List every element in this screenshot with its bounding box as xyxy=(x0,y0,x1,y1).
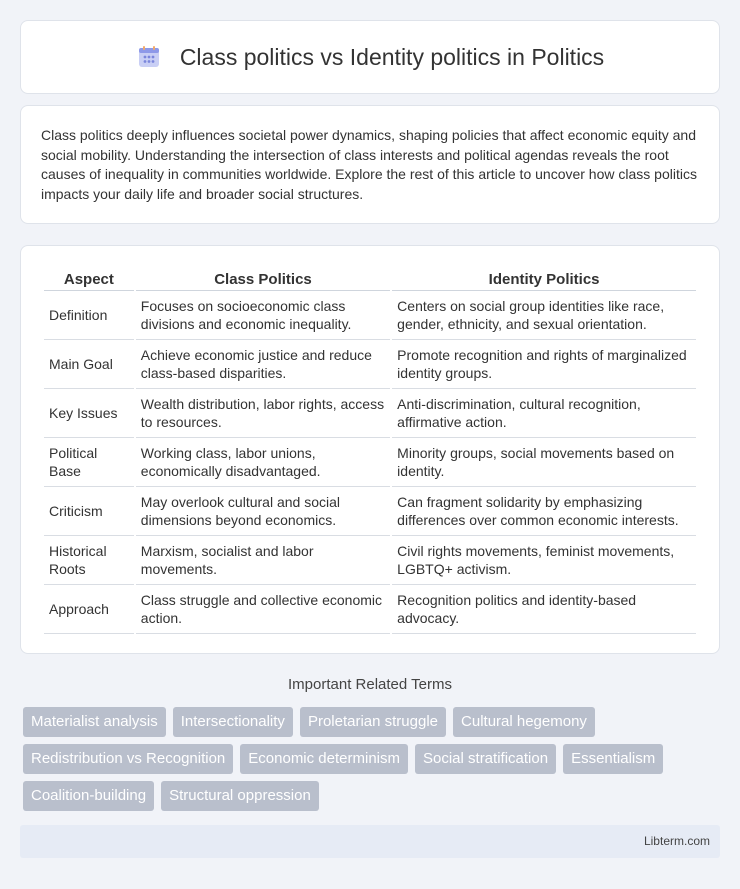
comparison-table-card xyxy=(20,245,720,654)
intro-paragraph: Class politics deeply influences societal power dynamics, shaping policies that affect economic equity and social mobility. Understanding the intersection of class interests and political agendas reveals the root causes of inequality in communities worldwide. Explore the rest of this article to uncover how class politics impacts your daily life and broader social structures. xyxy=(41,127,697,202)
class-politics-cell: Marxism, socialist and labor movements. xyxy=(136,536,390,585)
identity-politics-cell: Anti-discrimination, cultural recognition, affirmative action. xyxy=(392,389,696,438)
class-politics-cell: Achieve economic justice and reduce class-based disparities. xyxy=(136,340,390,389)
related-terms-list xyxy=(23,707,723,811)
class-politics-cell: Class struggle and collective economic action. xyxy=(136,585,390,634)
class-politics-cell: Wealth distribution, labor rights, access to resources. xyxy=(136,389,390,438)
aspect-cell: Approach xyxy=(44,585,134,634)
related-term-tag[interactable]: Materialist analysis xyxy=(23,707,166,737)
column-header-identity-politics: Identity Politics xyxy=(392,264,696,291)
table-row xyxy=(44,340,696,389)
identity-politics-cell: Can fragment solidarity by emphasizing differences over common economic interests. xyxy=(392,487,696,536)
identity-politics-cell: Centers on social group identities like race, gender, ethnicity, and sexual orientation. xyxy=(392,291,696,340)
footer-bar xyxy=(20,825,720,858)
footer-brand-link[interactable]: Libterm.com xyxy=(643,834,710,848)
identity-politics-cell: Promote recognition and rights of marginalized identity groups. xyxy=(392,340,696,389)
related-term-tag[interactable]: Cultural hegemony xyxy=(453,707,595,737)
related-term-tag[interactable]: Coalition-building xyxy=(23,781,154,811)
aspect-cell: Main Goal xyxy=(44,340,134,389)
intro-card xyxy=(20,105,720,224)
related-term-tag[interactable]: Essentialism xyxy=(563,744,663,774)
class-politics-cell: Working class, labor unions, economically disadvantaged. xyxy=(136,438,390,487)
document-icon xyxy=(136,44,162,70)
class-politics-cell: Focuses on socioeconomic class divisions and economic inequality. xyxy=(136,291,390,340)
table-row xyxy=(44,487,696,536)
aspect-cell: Definition xyxy=(44,291,134,340)
identity-politics-cell: Minority groups, social movements based on identity. xyxy=(392,438,696,487)
column-header-class-politics: Class Politics xyxy=(136,264,390,291)
class-politics-cell: May overlook cultural and social dimensions beyond economics. xyxy=(136,487,390,536)
table-row xyxy=(44,585,696,634)
related-term-tag[interactable]: Economic determinism xyxy=(240,744,408,774)
table-header-row xyxy=(44,264,696,291)
identity-politics-cell: Recognition politics and identity-based advocacy. xyxy=(392,585,696,634)
aspect-cell: Criticism xyxy=(44,487,134,536)
table-row xyxy=(44,389,696,438)
table-row xyxy=(44,438,696,487)
comparison-table xyxy=(42,264,698,634)
related-term-tag[interactable]: Social stratification xyxy=(415,744,556,774)
table-row xyxy=(44,291,696,340)
aspect-cell: Historical Roots xyxy=(44,536,134,585)
table-row xyxy=(44,536,696,585)
related-term-tag[interactable]: Redistribution vs Recognition xyxy=(23,744,233,774)
identity-politics-cell: Civil rights movements, feminist movements, LGBTQ+ activism. xyxy=(392,536,696,585)
related-term-tag[interactable]: Intersectionality xyxy=(173,707,293,737)
aspect-cell: Political Base xyxy=(44,438,134,487)
column-header-aspect: Aspect xyxy=(44,264,134,291)
related-term-tag[interactable]: Structural oppression xyxy=(161,781,319,811)
related-terms-heading: Important Related Terms xyxy=(288,676,452,693)
header-card xyxy=(20,20,720,94)
aspect-cell: Key Issues xyxy=(44,389,134,438)
related-term-tag[interactable]: Proletarian struggle xyxy=(300,707,446,737)
page-title: Class politics vs Identity politics in Politics xyxy=(179,43,605,70)
